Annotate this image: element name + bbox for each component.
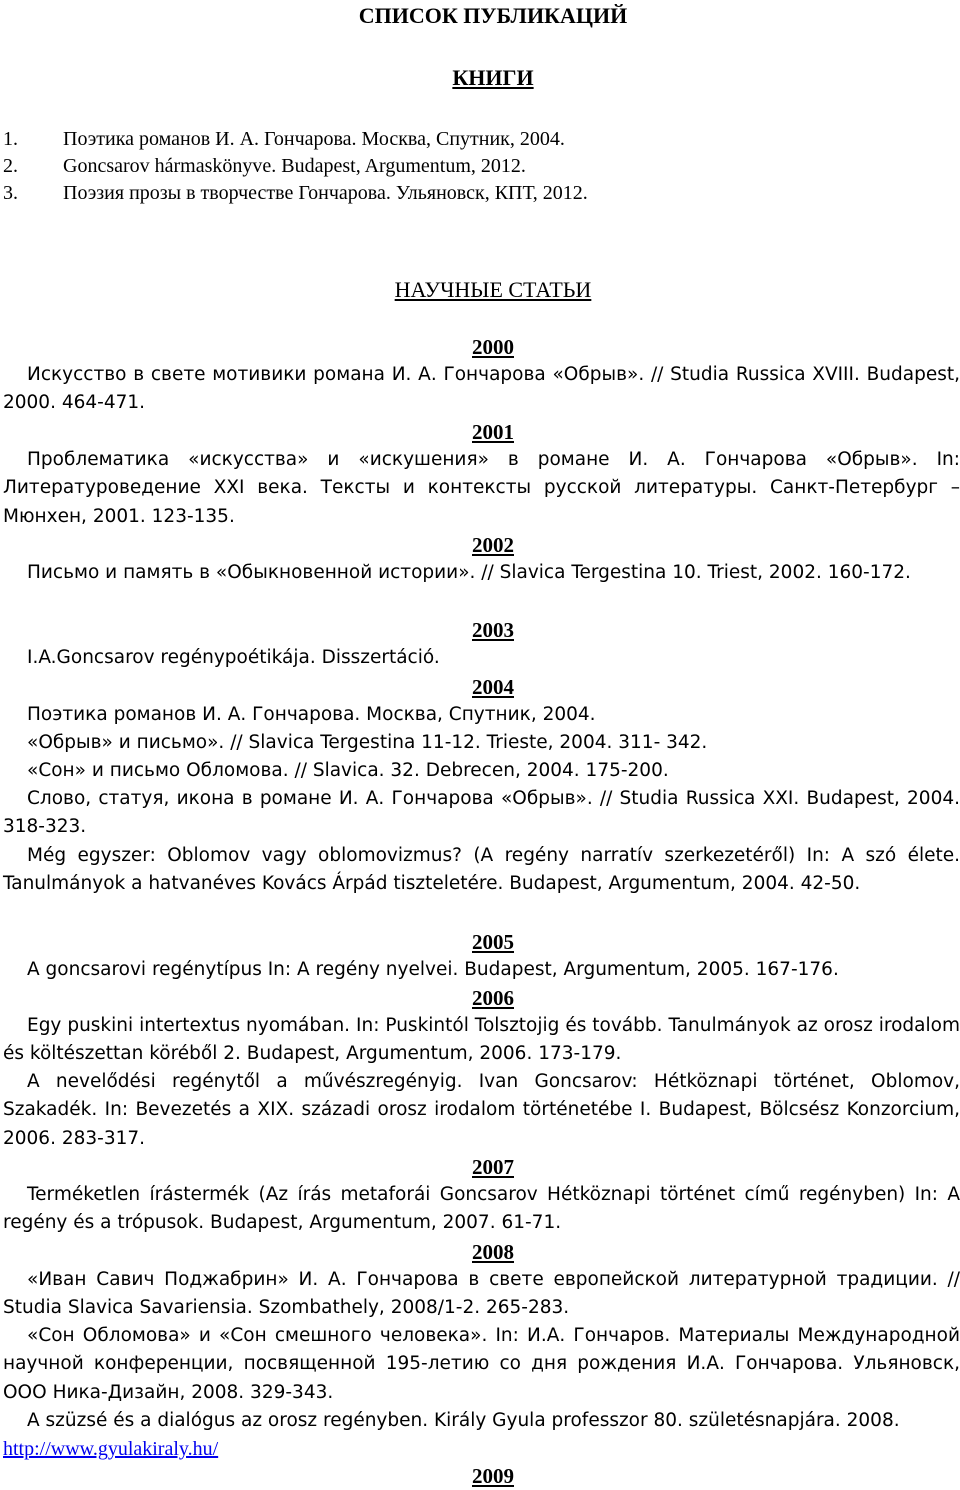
article-entry: I.A.Goncsarov regénypoétikája. Disszertáció. <box>27 647 440 668</box>
book-text: Goncsarov hármaskönyve. Budapest, Argumentum, 2012. <box>63 155 526 177</box>
gyulakiraly-link[interactable]: http://www.gyulakiraly.hu/ <box>3 1438 219 1460</box>
book-number: 3. <box>3 182 18 204</box>
article-entry: Поэтика романов И. А. Гончарова. Москва, Спутник, 2004. <box>27 704 596 725</box>
year-heading: 2002 <box>472 533 514 557</box>
year-heading: 2000 <box>472 335 514 359</box>
article-entry: Проблематика «искусства» и «искушения» в романе И. А. Гончарова «Обрыв». In: Литературоведение XXI века. Тексты и контексты русской литературы. Санкт-Петербург – Мюнхен, 2001. 123-135. <box>3 449 960 527</box>
year-heading: 2006 <box>472 986 514 1010</box>
year-heading: 2008 <box>472 1240 514 1264</box>
article-entry: Слово, статуя, икона в романе И. А. Гончарова «Обрыв». // Studia Russica XXI. Budapest, 2004. 318-323. <box>3 788 960 838</box>
book-item <box>3 153 526 179</box>
article-entry: Terméketlen írástermék (Az írás metaforái Goncsarov Hétköznapi történet című regényben) In: A regény és a trópusok. Budapest, Argumentum, 2007. 61-71. <box>3 1184 960 1234</box>
year-heading: 2005 <box>472 930 514 954</box>
year-heading: 2001 <box>472 420 514 444</box>
article-entry: Egy puskini intertextus nyomában. In: Puskintól Tolsztojig és tovább. Tanulmányok az orosz irodalom és költészettan köréből 2. Budapest, Argumentum, 2006. 173-179. <box>3 1015 960 1065</box>
article-entry: Письмо и память в «Обыкновенной истории». // Slavica Tergestina 10. Triest, 2002. 160-172. <box>27 562 911 583</box>
book-item <box>3 126 565 152</box>
book-number: 1. <box>3 128 18 150</box>
book-number: 2. <box>3 155 18 177</box>
article-entry: «Сон» и письмо Обломова. // Slavica. 32. Debrecen, 2004. 175-200. <box>27 760 669 781</box>
book-text: Поэзия прозы в творчестве Гончарова. Ульяновск, КПТ, 2012. <box>63 182 588 204</box>
book-text: Поэтика романов И. А. Гончарова. Москва, Спутник, 2004. <box>63 128 565 150</box>
page-title: СПИСОК ПУБЛИКАЦИЙ <box>358 3 628 28</box>
article-entry: Искусство в свете мотивики романа И. А. Гончарова «Обрыв». // Studia Russica XVIII. Budapest, 2000. 464-471. <box>3 364 960 414</box>
year-heading: 2007 <box>472 1155 514 1179</box>
year-heading: 2004 <box>472 675 514 699</box>
year-heading: 2009 <box>472 1464 514 1488</box>
books-heading: КНИГИ <box>452 65 534 90</box>
article-entry: «Сон Обломова» и «Сон смешного человека». In: И.А. Гончаров. Материалы Международной научной конференции, посвященной 195-летию со дня рождения И.А. Гончарова. Ульяновск, ООО Ника-Дизайн, 2008. 329-343. <box>3 1325 960 1403</box>
article-entry: A szüzsé és a dialógus az orosz regényben. Király Gyula professzor 80. születésnapjára. 2008. <box>27 1410 900 1431</box>
articles-heading: НАУЧНЫЕ СТАТЬИ <box>394 277 592 302</box>
article-entry: A nevelődési regénytől a művészregényig. Ivan Goncsarov: Hétköznapi történet, Oblomov, Szakadék. In: Bevezetés a XIX. századi orosz irodalom történetébe I. Budapest, Bölcsész Konzorcium, 2006. 283-317. <box>3 1071 960 1149</box>
book-item <box>3 180 588 206</box>
article-entry: A goncsarovi regénytípus In: A regény nyelvei. Budapest, Argumentum, 2005. 167-176. <box>27 959 839 980</box>
year-heading: 2003 <box>472 618 514 642</box>
article-entry: «Иван Савич Поджабрин» И. А. Гончарова в свете европейской литературной традиции. // Studia Slavica Savariensia. Szombathely, 2008/1-2. 265-283. <box>3 1269 960 1319</box>
article-entry: «Обрыв» и письмо». // Slavica Tergestina 11-12. Trieste, 2004. 311- 342. <box>27 732 708 753</box>
article-entry: Még egyszer: Oblomov vagy oblomovizmus? (A regény narratív szerkezetéről) In: A szó élete. Tanulmányok a hatvanéves Kovács Árpád tiszteletére. Budapest, Argumentum, 2004. 42-50. <box>3 845 960 895</box>
